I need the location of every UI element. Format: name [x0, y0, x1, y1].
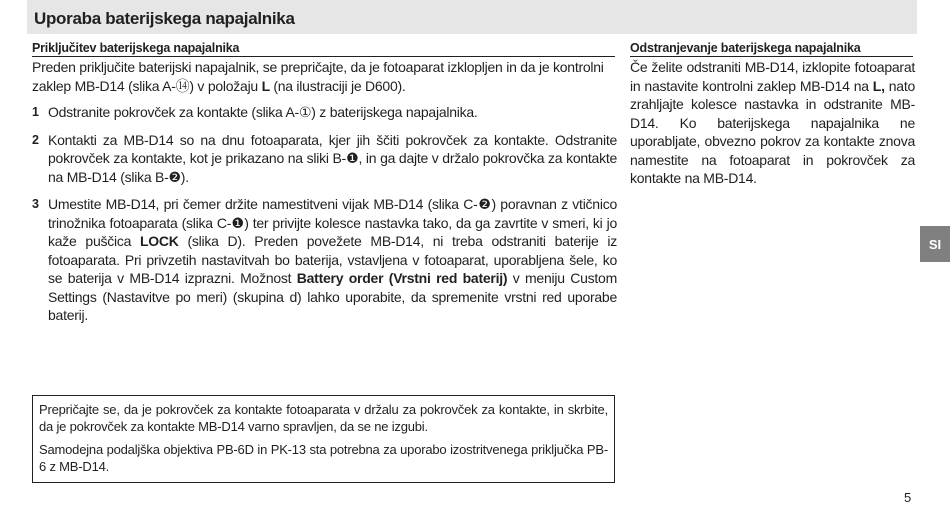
step-text: Kontakti za MB-D14 so na dnu fotoaparata, kjer jih ščiti pokrovček za kontakte. Odstranite pokrovček za kontakte, kot je prikazano na sliki B-❶, in ga dajte v držalo pokrovčka za kontakte na MB-D14 (slika B-❷). — [48, 131, 617, 185]
step-text: Odstranite pokrovček za kontakte (slika A-①) z baterijskega napajalnika. — [48, 104, 478, 120]
page-number: 5 — [904, 490, 912, 505]
note-box — [32, 395, 615, 483]
step-number: 1 — [32, 105, 39, 119]
step-item — [32, 103, 617, 122]
step-item — [32, 195, 617, 325]
steps-list — [32, 103, 617, 325]
title-bar — [27, 0, 917, 34]
step-number: 2 — [32, 132, 39, 147]
step-item — [32, 131, 617, 187]
section-heading-remove: Odstranjevanje baterijskega napajalnika — [630, 41, 913, 57]
language-tab: SI — [920, 226, 950, 262]
step-text: Umestite MB-D14, pri čemer držite namestitveni vijak MB-D14 (slika C-❷) poravnan z vtičnico trinožnika fotoaparata (slika C-❶) ter privijte kolesce nastavka tako, da ga zavrtite v smeri, ki jo kaže puščica LOCK (slika D). Preden povežete MB-D14, ni treba odstraniti baterije iz fotoaparata. Pri privzetih nastavitvah bo baterija, vstavljena v fotoaparat, uporabljena šele, ko se baterija v MB-D14 izprazni. Možnost Battery order (Vrstni red baterij) v meniju Custom Settings (Nastavitve po meri) (skupina d) lahko uporabite, da spremenite vrstni red uporabe baterij. — [48, 196, 617, 323]
note-paragraph-2: Samodejna podaljška objektiva PB-6D in PK-13 sta potrebna za uporabo izostritvenega priključka PB-6 z MB-D14. — [39, 442, 608, 474]
note-paragraph-1: Prepričajte se, da je pokrovček za kontakte fotoaparata v držalu za pokrovček za kontakte, in skrbite, da je pokrovček za kontakte MB-D14 varno spravljen, da se ne izgubi. — [39, 402, 608, 434]
step-number: 3 — [32, 197, 39, 211]
removal-paragraph: Če želite odstraniti MB-D14, izklopite fotoaparat in nastavite kontrolni zaklep MB-D14 na L, nato zrahljajte kolesce nastavka in odstranite MB-D14. Ko baterijskega napajalnika ne uporabljate, obvezno pokrov za kontakte znova namestite na fotoaparat in pokrovček za kontakte na MB-D14. — [630, 59, 915, 186]
page-title: Uporaba baterijskega napajalnika — [34, 9, 295, 28]
intro-paragraph: Preden priključite baterijski napajalnik, se prepričajte, da je fotoaparat izklopljen in da je kontrolni zaklep MB-D14 (slika A-⑭) v položaju L (na ilustraciji je D600). — [32, 59, 604, 94]
section-heading-attach: Priključitev baterijskega napajalnika — [32, 41, 615, 57]
